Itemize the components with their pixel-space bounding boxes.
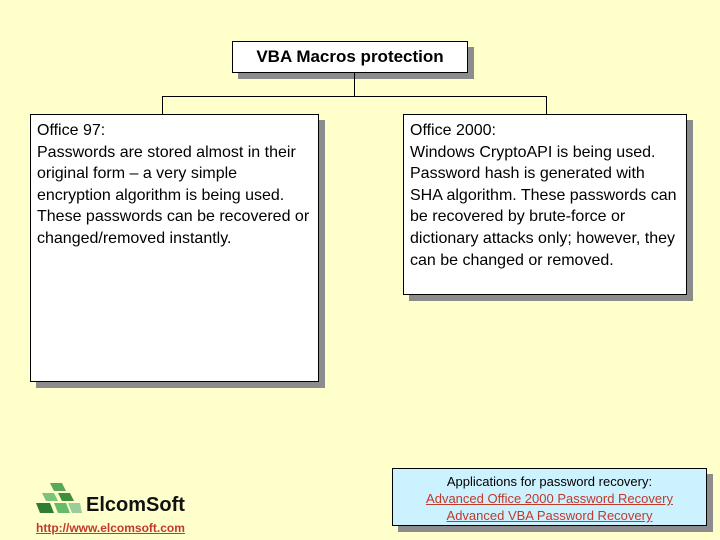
link-aopr[interactable]: Advanced Office 2000 Password Recovery xyxy=(426,491,673,506)
connector-right xyxy=(546,96,547,114)
office97-body: Passwords are stored almost in their original form – a very simple encryption algorithm is being used. These passwords can be recovered or changed/removed instantly. xyxy=(37,143,310,247)
website-link[interactable]: http://www.elcomsoft.com xyxy=(36,521,185,535)
title-box xyxy=(232,41,468,73)
connector-horizontal xyxy=(162,96,547,97)
office97-heading: Office 97 xyxy=(37,122,101,139)
elcomsoft-logo-icon xyxy=(36,481,82,521)
brand-name: ElcomSoft xyxy=(86,494,185,516)
link-avpr[interactable]: Advanced VBA Password Recovery xyxy=(446,508,653,523)
office97-box: Office 97: Passwords are stored almost in their original form – a very simple encryption algorithm is being used. These passwords can be recovered or changed/removed instantly. xyxy=(30,114,319,382)
office2000-body: Windows CryptoAPI is being used. Password hash is generated with SHA algorithm. These passwords can be recovered by brute-force or dictionary attacks only; however, they can be changed or removed. xyxy=(410,143,677,269)
connector-vertical xyxy=(354,73,355,97)
apps-box xyxy=(392,468,707,526)
title-text: VBA Macros protection xyxy=(256,47,444,66)
office2000-box: Office 2000: Windows CryptoAPI is being used. Password hash is generated with SHA algorithm. These passwords can be recovered by brute-force or dictionary attacks only; however, they can be changed or removed. xyxy=(403,114,687,295)
office2000-heading: Office 2000 xyxy=(410,122,492,139)
connector-left xyxy=(162,96,163,114)
apps-caption: Applications for password recovery: xyxy=(446,474,653,489)
